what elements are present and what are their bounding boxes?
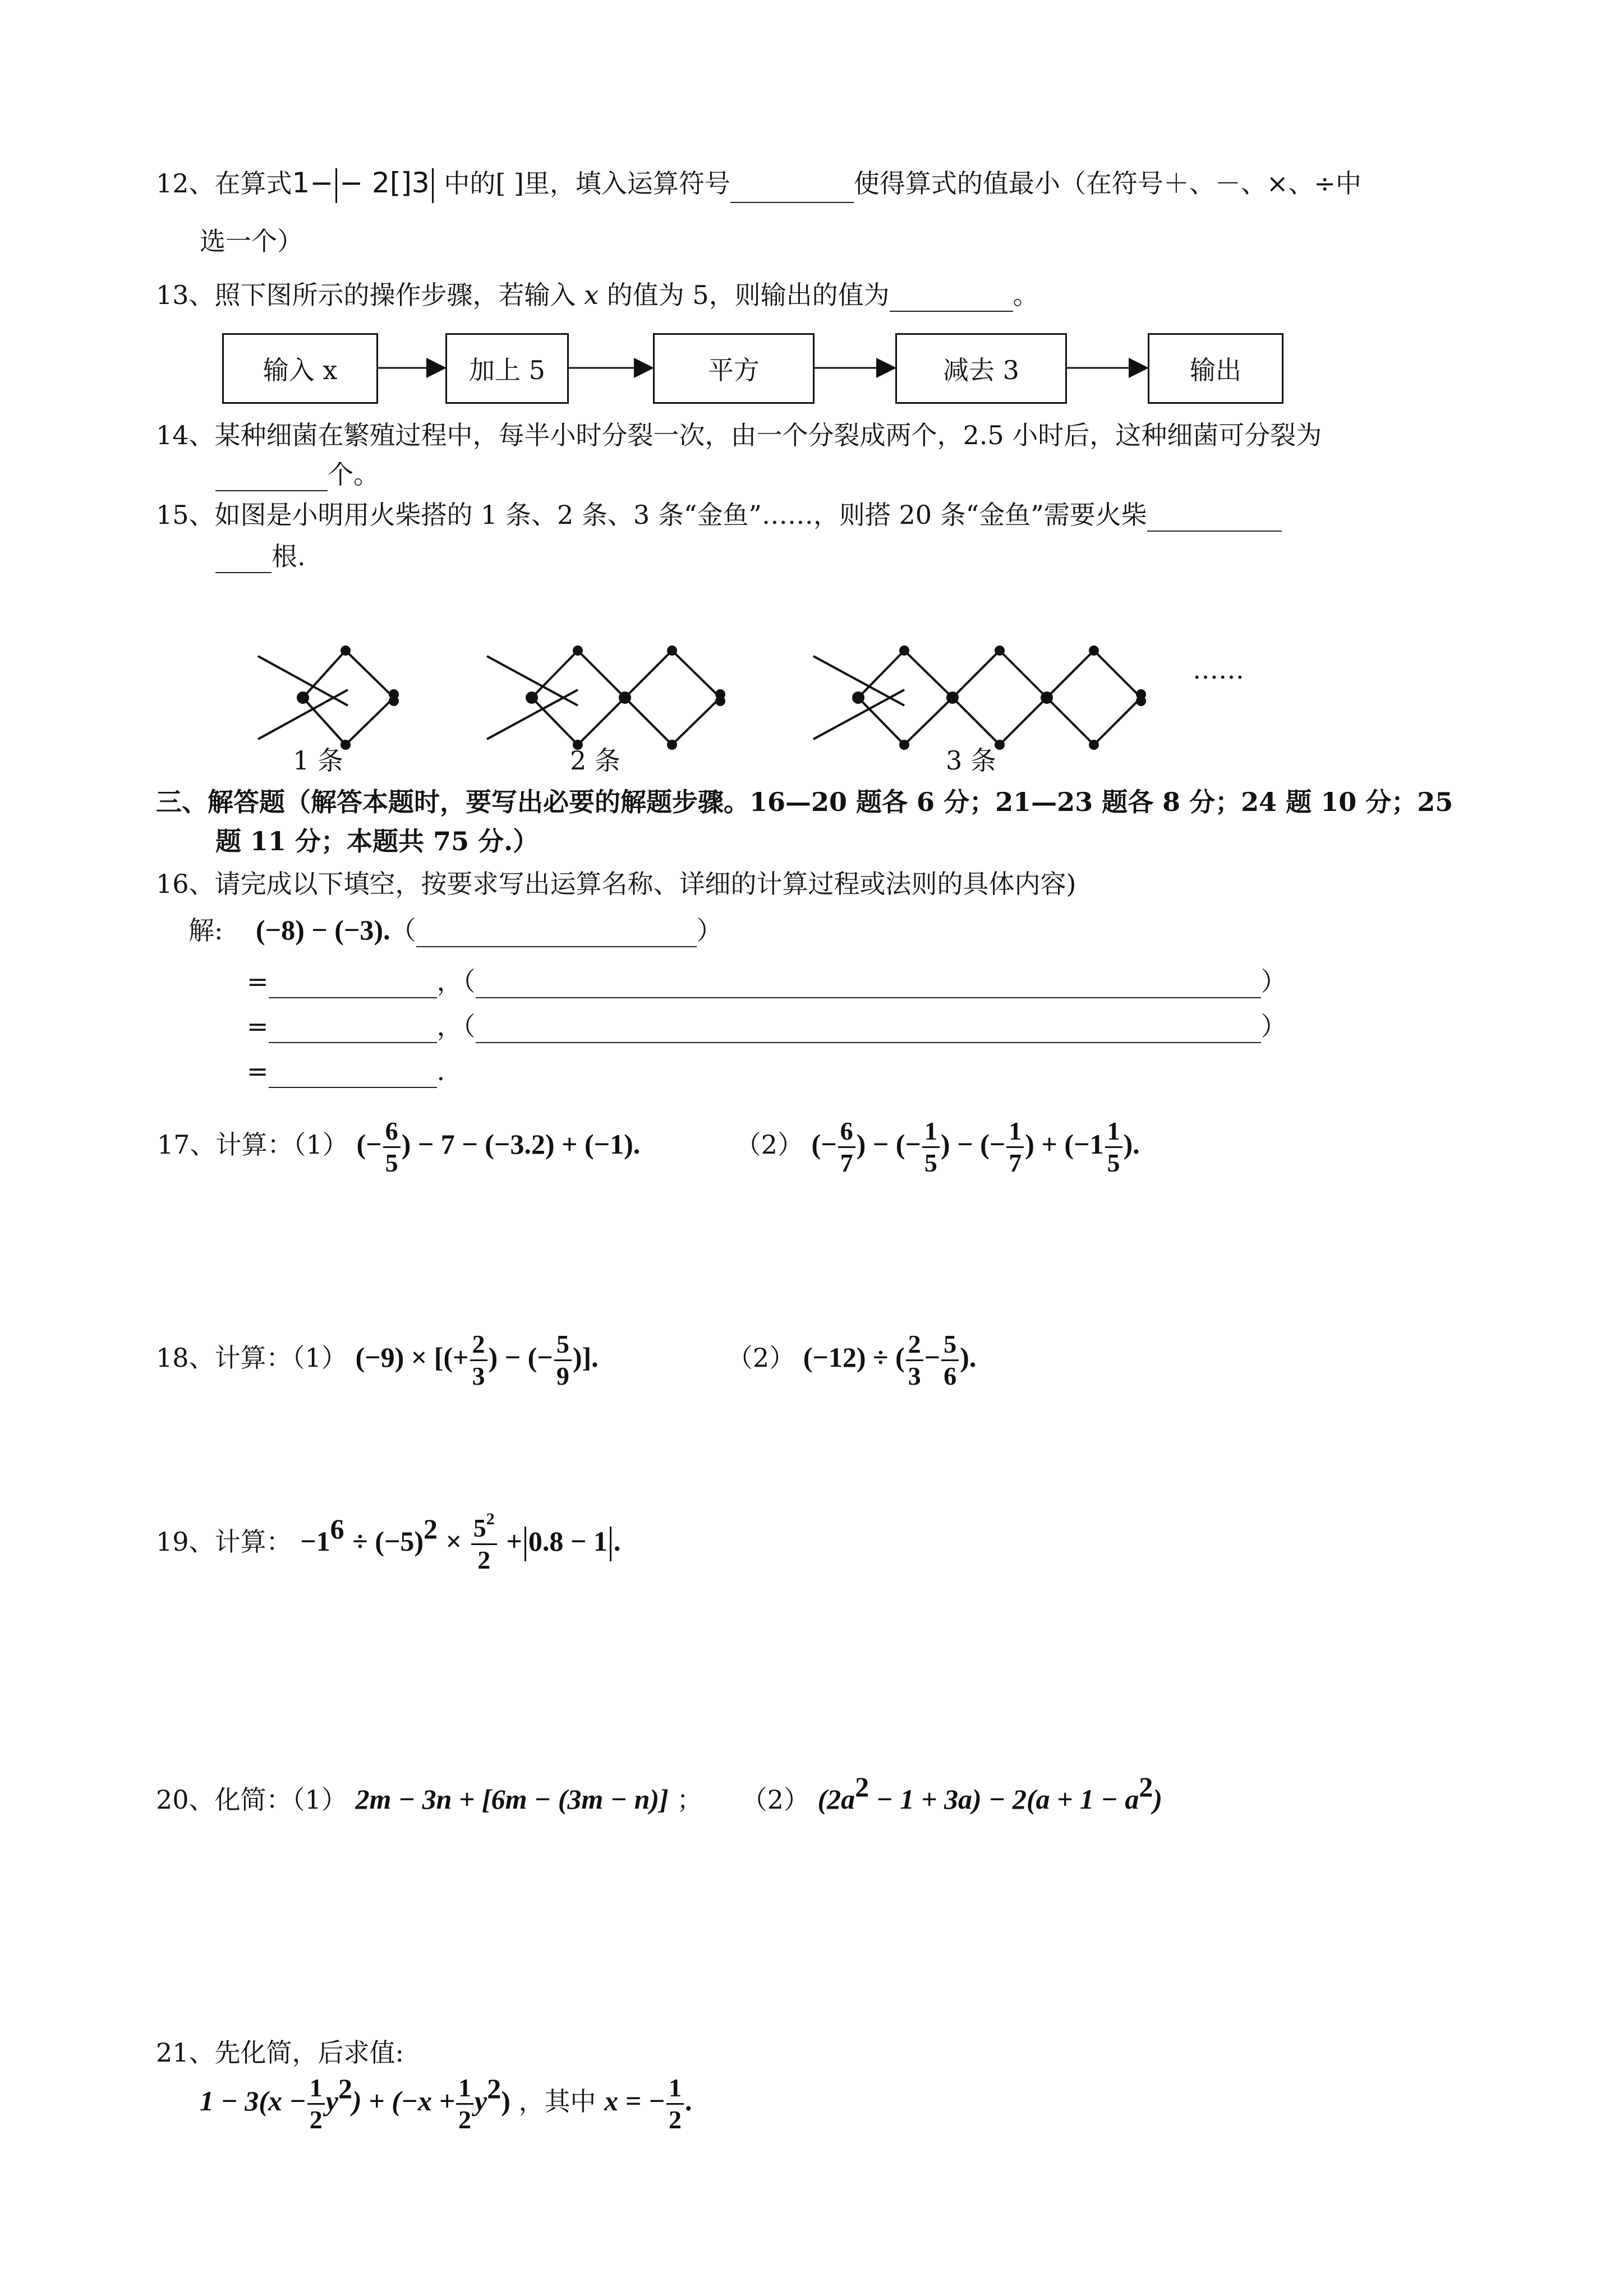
q20-line: 20、化简：（1） 2m − 3n + [6m − (3m − n)] ； （2） $(2a^2 - 1 + 3a) - 2(a + 1 - a^2)$ xyxy=(156,1771,1162,1815)
q14-line2-text: 个。 xyxy=(328,459,379,490)
flow-box-output: 输出 xyxy=(1148,333,1283,404)
q13-var: x xyxy=(584,280,599,310)
q17-label2: （2） xyxy=(735,1129,803,1160)
q12-text-mid: 中的[ ]里 xyxy=(444,168,550,199)
q17-p1a: (− xyxy=(356,1128,382,1160)
q16-paren-close-2: ） xyxy=(1260,1011,1287,1041)
q12-text2: ，填入运算符号 xyxy=(549,168,730,199)
q16-line3 xyxy=(247,1054,445,1088)
q20-label: 20、化简：（1） xyxy=(156,1785,347,1815)
q15-line1 xyxy=(156,498,1282,532)
flow-box-input: 输入 x xyxy=(222,333,378,404)
q17-label: 17、计算：（1） xyxy=(157,1129,348,1160)
q16-blank-value-2[interactable] xyxy=(269,1015,437,1043)
q16-paren-close-1: ） xyxy=(1260,966,1287,997)
q17-frac-6-7: $\frac{6}{7}$ xyxy=(838,1118,855,1176)
q21-frac-1-2b: $\frac{1}{2}$ xyxy=(456,2075,473,2133)
q20-semicolon: ； xyxy=(677,1785,703,1815)
q16-paren-open-0: （ xyxy=(390,915,416,946)
section3-header-line1: 三、解答题（解答本题时，要写出必要的解题步骤。16—20 题各 6 分；21—23 题各 8 分；24 题 10 分；25 xyxy=(156,787,1453,817)
q18-line: 18、计算：（1） (−9) × [(+ $\frac{2}{3}$ ) − (− $\frac{5}{9}$ )]. （2） (−12) ÷ ( $\frac{2}{3}$ − $\frac{5}{6}$ ). xyxy=(156,1329,977,1390)
q16-eq-2: = xyxy=(247,1011,269,1041)
q18-label: 18、计算：（1） xyxy=(156,1343,347,1373)
q18-frac-2-3: $\frac{2}{3}$ xyxy=(470,1331,487,1389)
goldfish-label-1: 1 条 xyxy=(293,745,343,776)
goldfish-2 xyxy=(487,647,724,749)
q12-number: 12、在算式 xyxy=(156,168,292,199)
q16-blank-value-3[interactable] xyxy=(269,1060,437,1088)
flow-box-square: 平方 xyxy=(653,333,815,404)
q12-line2: 选一个） xyxy=(200,226,303,256)
q19-abs-left xyxy=(525,1527,526,1561)
q16-paren-open-2: （ xyxy=(462,1011,476,1041)
q16-line0 xyxy=(188,913,723,947)
q17-frac-6-5: $\frac{6}{5}$ xyxy=(383,1118,401,1176)
q13-text2: 的值为 5，则输出的值为 xyxy=(606,280,890,310)
goldfish-1 xyxy=(258,647,398,749)
q21-where: ，其中 xyxy=(518,2086,596,2117)
q20-expr1: 2m − 3n + [6m − (3m − n)] xyxy=(355,1783,669,1815)
section3-header-line2: 题 11 分；本题共 75 分.） xyxy=(215,826,539,856)
q12-expr-a: 1− xyxy=(292,167,334,199)
q14-line2 xyxy=(215,458,379,491)
q16-blank-rule-2[interactable] xyxy=(476,1015,1261,1043)
q15-line2-text: 根. xyxy=(272,541,306,571)
q21-title: 21、先化简，后求值: xyxy=(156,2037,404,2068)
q16-expr: (−8) − (−3). xyxy=(256,914,390,946)
q16-blank-value-1[interactable] xyxy=(269,970,437,998)
q19-line: 19、计算： $-1^6 \div (-5)^2$ × $\frac{5^2}{2}$ + 0.8 − 1 . xyxy=(156,1509,621,1574)
q16-comma-1: ， xyxy=(436,966,463,997)
q16-line1 xyxy=(247,965,1287,998)
q19-abs-content: 0.8 − 1 xyxy=(528,1525,608,1557)
q16-comma-2: ， xyxy=(436,1011,463,1041)
q16-period: . xyxy=(436,1056,445,1086)
q18-frac-5-9: $\frac{5}{9}$ xyxy=(554,1331,572,1389)
q15-answer-blank-2[interactable] xyxy=(215,545,272,573)
q21-expr-line: 1 − 3(x − $\frac{1}{2}$ $y^2) + (-x$ + $\frac{1}{2}$ $y^2$) ，其中 x = − $\frac{1}{2}$ . xyxy=(200,2073,692,2134)
goldfish-3 xyxy=(813,647,1145,749)
q18-label2: （2） xyxy=(726,1343,795,1373)
q16-line2 xyxy=(247,1009,1287,1043)
q14-answer-blank[interactable] xyxy=(215,463,328,491)
q19-abs-right xyxy=(610,1527,611,1561)
flow-box-minus3: 减去 3 xyxy=(895,333,1067,404)
q19-label: 19、计算： xyxy=(156,1527,292,1557)
q21-frac-1-2a: $\frac{1}{2}$ xyxy=(307,2075,325,2133)
q17-frac-1-5: $\frac{1}{5}$ xyxy=(922,1118,940,1176)
q15-line1-text: 15、如图是小明用火柴搭的 1 条、2 条、3 条“金鱼”……，则搭 20 条“金鱼”需要火柴 xyxy=(156,500,1147,530)
q16-eq-3: = xyxy=(247,1056,269,1086)
q16-paren-close-0: ） xyxy=(696,915,723,946)
q18-frac-5-6: $\frac{5}{6}$ xyxy=(941,1331,959,1389)
q16-blank-rule-1[interactable] xyxy=(476,970,1261,998)
q13-text1: 13、照下图所示的操作步骤，若输入 xyxy=(156,280,576,310)
q17-frac-1-7: $\frac{1}{7}$ xyxy=(1006,1118,1024,1176)
q12-text3: 使得算式的值最小（在符号＋、－、×、÷中 xyxy=(853,168,1361,199)
goldfish-label-3: 3 条 xyxy=(946,745,996,776)
goldfish-label-2: 2 条 xyxy=(570,745,620,776)
q16-eq-1: = xyxy=(247,966,269,997)
q16-title: 16、请完成以下填空，按要求写出运算名称、详细的计算过程或法则的具体内容) xyxy=(156,869,1076,899)
q17-p1b: ) − 7 − (−3.2) + (−1). xyxy=(401,1128,641,1160)
flow-box-add5: 加上 5 xyxy=(445,333,569,404)
q15-line2 xyxy=(215,540,306,573)
q15-answer-blank-1[interactable] xyxy=(1147,504,1282,532)
q16-blank-rule-0[interactable] xyxy=(416,919,697,947)
q21-frac-1-2c: $\frac{1}{2}$ xyxy=(666,2075,684,2133)
flow-arrows xyxy=(0,0,1624,449)
q16-paren-open-1: （ xyxy=(462,966,476,997)
q14-line1: 14、某种细菌在繁殖过程中，每半小时分裂一次，由一个分裂成两个，2.5 小时后，这种细菌可分裂为 xyxy=(156,420,1322,450)
q16-jie: 解: xyxy=(188,915,223,946)
goldfish-ellipsis: …… xyxy=(1193,654,1244,685)
q19-frac-25-2: $\frac{5^2}{2}$ xyxy=(471,1515,497,1573)
q18-frac-2-3b: $\frac{2}{3}$ xyxy=(906,1331,923,1389)
q13-text3: 。 xyxy=(1013,280,1039,310)
q20-label2: （2） xyxy=(741,1785,809,1815)
q17-frac-1-5b: $\frac{1}{5}$ xyxy=(1105,1118,1122,1176)
q12-expr-b: − 2[]3 xyxy=(339,167,430,199)
q17-line: 17、计算：（1） (− $\frac{6}{5}$ ) − 7 − (−3.2) + (−1). （2） (− $\frac{6}{7}$ ) − (− $\frac{1}{5}$ ) − (− $\frac{1}{7}$ ) + (−1 $\frac{1}{5}$ ). xyxy=(157,1116,1140,1177)
